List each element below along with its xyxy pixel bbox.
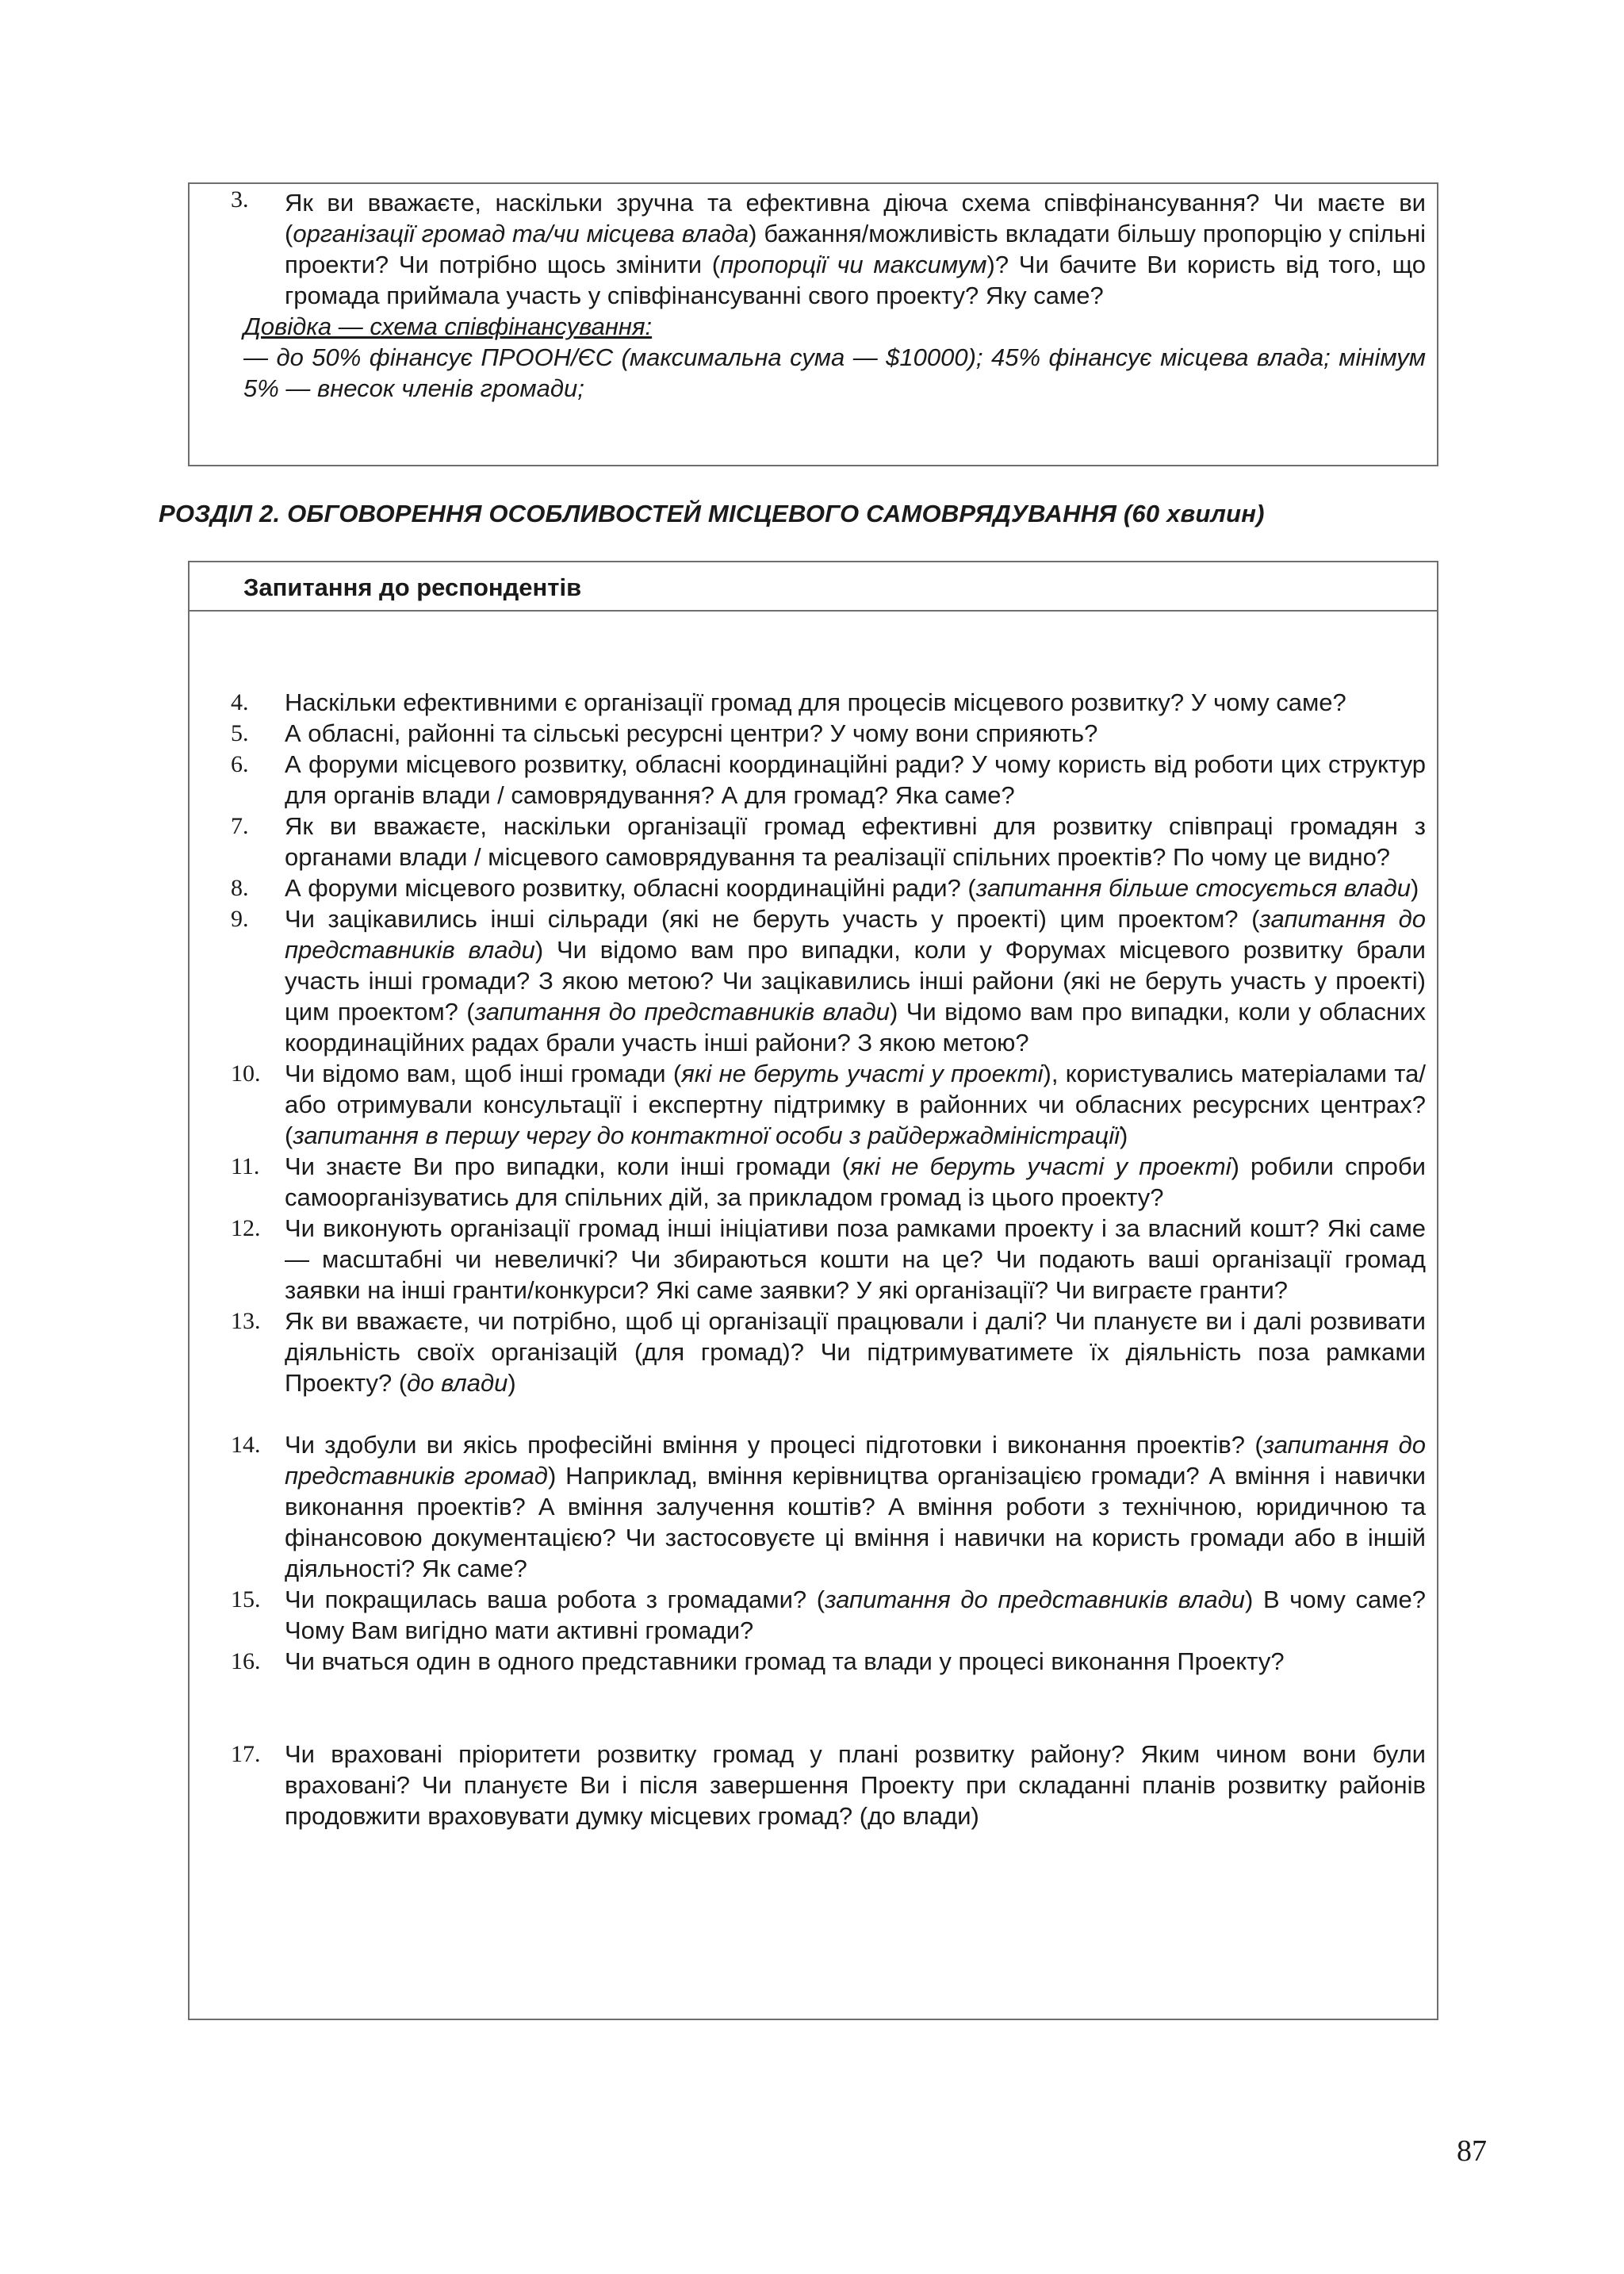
respondent-questions-box [188,561,1438,2020]
question-10: 10. Чи відомо вам, щоб інші громади (які не беруть участі у проекті), користувались матеріалами та/або отримували консультації і експертну підтримку в районних чи обласних ресурсних центрах? (запитання в першу чергу до контактної особи з райдержадміністрації) [231,1060,1426,1149]
question-11: 11. Чи знаєте Ви про випадки, коли інші громади (які не беруть участі у проекті) робили спроби самоорганізуватись для спільних дій, за прикладом громад із цього проекту? [231,1152,1426,1211]
question-number: 11. [231,1153,260,1179]
question-15: 15. Чи покращилась ваша робота з громадами? (запитання до представників влади) В чому саме? Чому Вам вигідно мати активні громади? [231,1586,1426,1644]
question-number: 9. [231,906,249,932]
box-header-title: Запитання до респондентів [243,573,582,601]
question-number: 16. [231,1648,261,1674]
question-number: 6. [231,751,249,777]
question-number: 4. [231,689,249,715]
question-number: 14. [231,1432,261,1458]
question-number: 10. [231,1060,261,1087]
question-13: 13. Як ви вважаєте, чи потрібно, щоб ці організації працювали і далі? Чи плануєте ви і далі розвивати діяльність своїх організацій (для громад)? Чи підтримуватимете їх діяльність поза рамками Проекту? (до влади) [231,1307,1426,1397]
question-7: 7. Як ви вважаєте, наскільки організації громад ефективні для розвитку співпраці громадян з органами влади / місцевого самоврядування та реалізації спільних проектів? По чому це видно? [231,812,1426,871]
question-number: 17. [231,1741,261,1767]
question-5: 5. А обласні, районні та сільські ресурсні центри? У чому вони сприяють? [231,719,1098,747]
question-17: 17. Чи враховані пріоритети розвитку громад у плані розвитку району? Яким чином вони були враховані? Чи плануєте Ви і після завершення Проекту при складанні планів розвитку районів продовжити враховувати думку місцевих громад? (до влади) [231,1740,1426,1830]
question-9: 9. Чи зацікавились інші сільради (які не беруть участь у проекті) цим проектом? (запитання до представників влади) Чи відомо вам про випадки, коли у Форумах місцевого розвитку брали участь інші громади? З якою метою? Чи зацікавились інші райони (які не беруть участь у проекті) цим проектом? (запитання до представників влади) Чи відомо вам про випадки, коли у обласних координаційних радах брали участь інші райони? З якою метою? [231,905,1427,1056]
page-number: 87 [1457,2134,1487,2168]
cofinancing-question-box [188,182,1438,466]
cofinancing-reference [243,311,1426,404]
section-title: РОЗДІЛ 2. ОБГОВОРЕННЯ ОСОБЛИВОСТЕЙ МІСЦЕВОГО САМОВРЯДУВАННЯ (60 хвилин) [159,500,1265,527]
question-number: 8. [231,875,249,901]
question-number: 3. [231,186,249,213]
question-12: 12. Чи виконують організації громад інші ініціативи поза рамками проекту і за власний кошт? Які саме — масштабні чи невеличкі? Чи збираються кошти на це? Чи подають ваші організації громад заявки на інші гранти/конкурси? Які саме заявки? У які організації? Чи виграєте гранти? [231,1214,1426,1304]
question-14: 14. Чи здобули ви якісь професійні вміння у процесі підготовки і виконання проектів? (запитання до представників громад) Наприклад, вміння керівництва організацією громади? А вміння і навички виконання проектів? А вміння залучення коштів? А вміння роботи з технічною, юридичною та фінансовою документацією? Чи застосовуєте ці вміння і навички на користь громади або в іншій діяльності? Як саме? [231,1431,1426,1582]
box-header [190,562,1437,612]
question-list [190,612,1437,1831]
question-number: 15. [231,1586,261,1613]
question-number: 5. [231,720,249,746]
question-number: 13. [231,1308,261,1334]
question-3: 3. Як ви вважаєте, наскільки зручна та ефективна діюча схема співфінансування? Чи маєте ви (організації громад та/чи місцева влада) бажання/можливість вкладати більшу пропорцію у спільні проекти? Чи потрібно щось змінити (пропорції чи максимум)? Чи бачите Ви користь від того, що громада приймала участь у співфінансуванні свого проекту? Яку саме? [243,184,1426,311]
reference-text: — до 50% фінансує ПРООН/ЄС (максимальна сума — $10000); 45% фінансує місцева влада; мінімум 5% — внесок членів громади; [243,343,1426,402]
question-6: 6. А форуми місцевого розвитку, обласні координаційні ради? У чому користь від роботи цих структур для органів влади / самоврядування? А для громад? Яка саме? [231,750,1426,809]
question-8: 8. А форуми місцевого розвитку, обласні координаційні ради? (запитання більше стосується влади) [231,874,1419,902]
question-number: 12. [231,1215,261,1241]
question-16: 16. Чи вчаться один в одного представники громад та влади у процесі виконання Проекту? [231,1647,1285,1675]
reference-title: Довідка — схема співфінансування: [243,313,653,340]
question-number: 7. [231,813,249,839]
question-4: 4. Наскільки ефективними є організації громад для процесів місцевого розвитку? У чому саме? [231,688,1346,716]
